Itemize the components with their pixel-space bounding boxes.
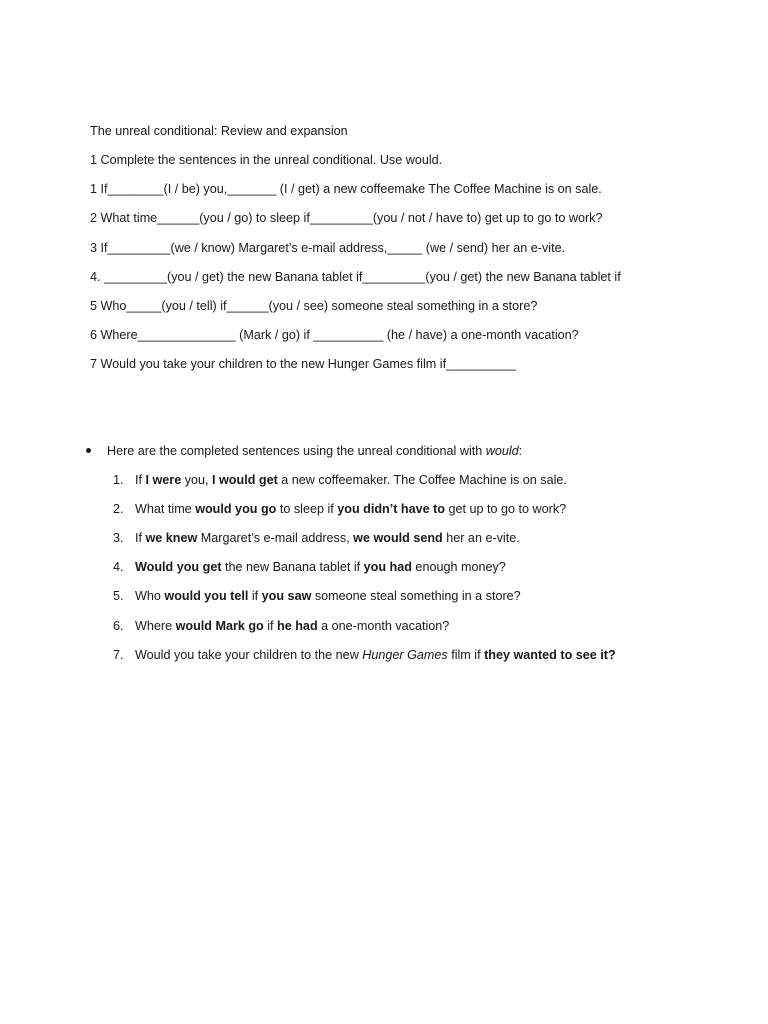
answers-intro-italic: would (485, 444, 519, 458)
answer-text: Who (135, 589, 165, 603)
answer-item (113, 530, 520, 546)
answer-bold-text: would you go (195, 502, 277, 516)
answer-text: if (248, 589, 262, 603)
answer-text: Where (135, 619, 176, 633)
answer-text: If (135, 531, 146, 545)
answer-text: a one-month vacation? (317, 619, 450, 633)
answer-text: What time (135, 502, 196, 516)
answer-text: enough money? (411, 560, 506, 574)
answers-intro-colon: : (518, 444, 523, 458)
answer-number: 7. (113, 648, 124, 662)
answers-intro (86, 443, 522, 459)
bullet-icon (86, 448, 91, 453)
answer-bold-text: he had (277, 619, 318, 633)
answer-text: to sleep if (276, 502, 338, 516)
exercise-line: 5 Who_____(you / tell) if______(you / see) someone steal something in a store? (90, 299, 538, 313)
answer-text: you, (181, 473, 213, 487)
answer-text: the new Banana tablet if (221, 560, 364, 574)
answer-text: get up to go to work? (445, 502, 567, 516)
answer-number: 4. (113, 560, 124, 574)
answer-bold-text: Would you get (135, 560, 222, 574)
answer-bold-text: you had (363, 560, 412, 574)
exercise-line: 7 Would you take your children to the new Hunger Games film if__________ (90, 357, 517, 371)
answer-number: 6. (113, 619, 124, 633)
answer-item (113, 501, 566, 517)
answers-intro-text: Here are the completed sentences using the unreal conditional with (107, 444, 486, 458)
answer-bold-text: I would get (212, 473, 278, 487)
answer-text: someone steal something in a store? (311, 589, 521, 603)
answer-number: 1. (113, 473, 124, 487)
exercise-line: 1 If________(I / be) you,_______ (I / get) a new coffeemake The Coffee Machine is on sale. (90, 182, 602, 196)
exercise-line: 2 What time______(you / go) to sleep if_________(you / not / have to) get up to go to work? (90, 211, 603, 225)
answer-item (113, 588, 521, 604)
answer-bold-text: we knew (145, 531, 198, 545)
answer-bold-text: you didn’t have to (337, 502, 445, 516)
answer-bold-text: would you tell (164, 589, 249, 603)
answer-item (113, 647, 616, 663)
answer-bold-text: you saw (261, 589, 312, 603)
answer-italic-text: Hunger Games (362, 648, 448, 662)
exercise-instruction: 1 Complete the sentences in the unreal conditional. Use would. (90, 153, 443, 167)
answer-text: Would you take your children to the new (135, 648, 363, 662)
document-title: The unreal conditional: Review and expansion (90, 124, 348, 138)
answer-text: her an e-vite. (442, 531, 520, 545)
exercise-line: 4. _________(you / get) the new Banana tablet if_________(you / get) the new Banana tablet if (90, 270, 621, 284)
answer-item (113, 472, 567, 488)
answer-bold-text: we would send (353, 531, 443, 545)
answer-bold-text: I were (145, 473, 182, 487)
answer-text: if (263, 619, 278, 633)
answer-item (113, 618, 449, 634)
answer-number: 5. (113, 589, 124, 603)
exercise-line: 6 Where______________ (Mark / go) if __________ (he / have) a one-month vacation? (90, 328, 579, 342)
answer-bold-text: they wanted to see it? (484, 648, 616, 662)
answer-item (113, 559, 506, 575)
answer-text: Margaret’s e-mail address, (197, 531, 354, 545)
answer-text: film if (447, 648, 485, 662)
answer-text: a new coffeemaker. The Coffee Machine is on sale. (277, 473, 567, 487)
answer-number: 3. (113, 531, 124, 545)
answer-text: If (135, 473, 146, 487)
answer-number: 2. (113, 502, 124, 516)
answer-bold-text: would Mark go (175, 619, 264, 633)
exercise-line: 3 If_________(we / know) Margaret’s e-mail address,_____ (we / send) her an e-vite. (90, 241, 566, 255)
